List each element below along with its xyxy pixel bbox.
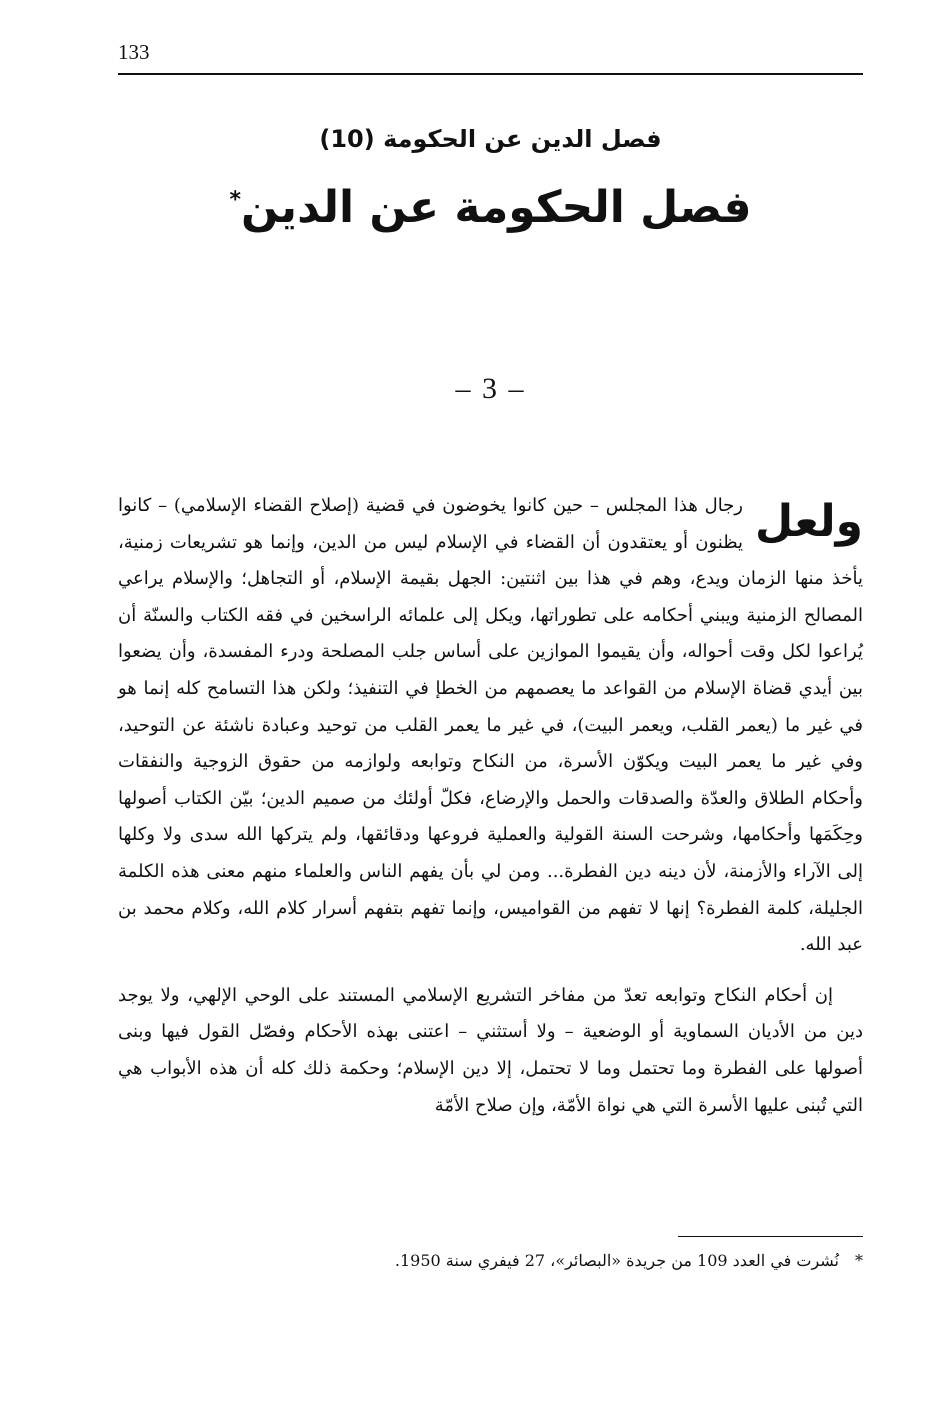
footnote	[118, 1247, 863, 1275]
series-title: فصل الدين عن الحكومة (10)	[319, 125, 662, 153]
footnote-text: نُشرت في العدد 109 من جريدة «البصائر»، 27 فيفري سنة 1950.	[394, 1251, 839, 1270]
paragraph-2: إن أحكام النكاح وتوابعه تعدّ من مفاخر التشريع الإسلامي المستند على الوحي الإلهي، ولا يوجد دين من الأديان السماوية أو الوضعية – ولا أستثني – اعتنى بهذه الأحكام وفصّل القول فيها وبنى أصولها على الفطرة وما تحتمل وما لا تحتمل، إلا دين الإسلام؛ وحكمة ذلك كله أن هذه الأبواب هي التي تُبنى عليها الأسرة التي هي نواة الأمّة، وإن صلاح الأمّة	[118, 984, 863, 1116]
section-number: – 3 –	[455, 372, 526, 405]
body-text	[118, 488, 863, 1124]
chapter-title	[118, 182, 863, 233]
page-number: 133	[118, 40, 150, 64]
footnote-rule	[678, 1236, 863, 1237]
title-footnote-marker: *	[229, 187, 241, 213]
paragraph-1	[118, 488, 863, 964]
lead-word: ولعل	[755, 496, 863, 547]
paragraph-1-text: رجال هذا المجلس – حين كانوا يخوضون في قضية (إصلاح القضاء الإسلامي) – كانوا يظنون أو يعتقدون أن القضاء في الإسلام ليس من الدين، وإنما هو تشريعات زمنية، يأخذ منها الزمان ويدع، وهم في هذا بين اثنتين: الجهل بقيمة الإسلام، أو التجاهل؛ والإسلام يراعي المصالح الزمنية ويبني أحكامه على تطوراتها، ويكل إلى علمائه الراسخين في فقه الكتاب والسنّة أن يُراعوا لكل وقت أحواله، وأن يقيموا الموازين على أساس جلب المصلحة ودرء المفسدة، وأن يضعوا بين أيدي قضاة الإسلام من القواعد ما يعصمهم من الخطإ في التنفيذ؛ ولكن هذا التسامح كله إنما هو في غير ما (يعمر القلب، ويعمر البيت)، في غير ما يعمر القلب من توحيد وعبادة ناشئة عن التوحيد، وفي غير ما يعمر البيت ويكوّن الأسرة، من النكاح وتوابعه ولوازمه من حقوق الزوجية والنفقات وأحكام الطلاق والعدّة والصدقات والحمل والإرضاع، فكلّ أولئك من صميم الدين؛ بيّن الكتاب أصولها وحِكَمَها وأحكامها، وشرحت السنة القولية والعملية فروعها ودقائقها، ولم يتركها الله سدى ولا وكلها إلى الآراء والأزمنة، لأن دينه دين الفطرة... ومن لي بأن يفهم الناس والعلماء منهم معنى هذه الكلمة الجليلة، كلمة الفطرة؟ إنها لا تفهم من القواميس، وإنما تفهم بتفهم أسرار كلام الله، وكلام محمد بن عبد الله.	[118, 495, 863, 956]
header-rule	[118, 73, 863, 75]
footnote-marker: *	[855, 1251, 863, 1270]
chapter-title-text: فصل الحكومة عن الدين	[240, 182, 752, 233]
